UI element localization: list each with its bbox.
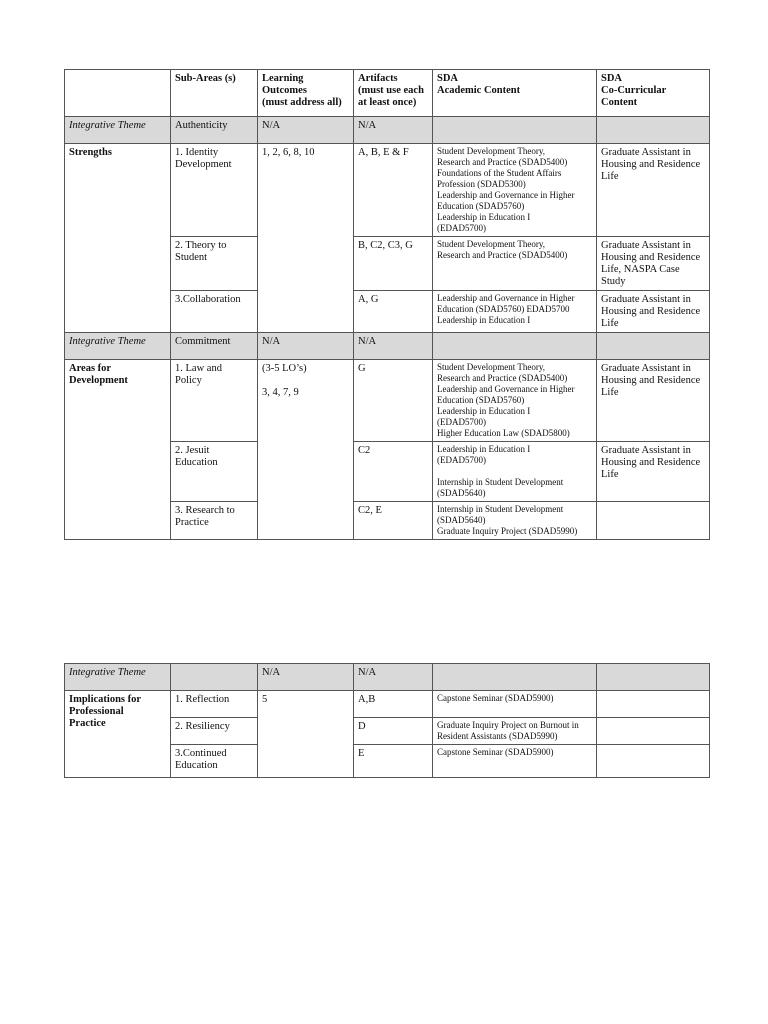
artifacts: A, B, E & F <box>354 144 433 237</box>
cell-line: Study <box>601 276 626 287</box>
cell-line: Education <box>175 760 218 771</box>
artifacts: E <box>354 745 433 778</box>
header-sub-areas: Sub-Areas (s) <box>171 70 258 117</box>
sub-area <box>171 745 258 778</box>
cell-line: Resident Assistants (SDAD5990) <box>437 731 558 741</box>
cell-line: Student Development Theory, <box>437 146 545 156</box>
cocurricular-content <box>597 144 710 237</box>
cell-line: Content <box>601 97 638 108</box>
cell-line: Education (SDAD5760) <box>437 395 525 405</box>
strengths-label: Strengths <box>65 144 171 333</box>
cell-line: Policy <box>175 375 202 386</box>
theme-row <box>65 664 710 691</box>
strengths-row-1 <box>65 144 710 237</box>
cell-line: Education (SDAD5760) EDAD5700 <box>437 304 570 314</box>
portfolio-table-1 <box>64 69 710 540</box>
cell-line: Graduate Assistant in <box>601 445 691 456</box>
artifacts: A, G <box>354 291 433 333</box>
cell-line: Graduate Assistant in <box>601 240 691 251</box>
cell-line: Research and Practice (SDAD5400) <box>437 250 568 260</box>
cell-line: Graduate Assistant in <box>601 147 691 158</box>
cell-line: Life <box>601 469 619 480</box>
artifacts: A,B <box>354 691 433 718</box>
cell-line: 3.Continued <box>175 748 227 759</box>
cell-line: Development <box>175 159 232 170</box>
cell-line: 1. Law and <box>175 363 222 374</box>
learning-outcomes: 5 <box>258 691 354 778</box>
cell-line: (EDAD5700) <box>437 223 486 233</box>
academic-content <box>433 745 597 778</box>
cocurricular-content <box>597 745 710 778</box>
theme-label: Integrative Theme <box>65 333 171 360</box>
cell-line: Student <box>175 252 208 263</box>
cell-line: Education <box>175 457 218 468</box>
cell-line: Practice <box>69 718 106 729</box>
cell-line: 2. Jesuit <box>175 445 210 456</box>
cell-line: Learning <box>262 73 304 84</box>
cell-line: Student Development Theory, <box>437 362 545 372</box>
theme-artifacts: N/A <box>354 664 433 691</box>
lo-range: (3-5 LO’s) <box>262 363 307 374</box>
sub-area <box>171 144 258 237</box>
cell-line: 1. Reflection <box>175 694 230 705</box>
cell-line: Artifacts <box>358 73 398 84</box>
header-empty <box>65 70 171 117</box>
sub-area <box>171 360 258 442</box>
cell-line: Outcomes <box>262 85 307 96</box>
cell-line: 1. Identity <box>175 147 219 158</box>
academic-content <box>433 442 597 502</box>
cell-line: (EDAD5700) <box>437 417 486 427</box>
cocurricular-content <box>597 442 710 502</box>
academic-content <box>433 237 597 291</box>
sub-area <box>171 442 258 502</box>
cell-line: Capstone Seminar (SDAD5900) <box>437 747 554 757</box>
artifacts: C2 <box>354 442 433 502</box>
header-row <box>65 70 710 117</box>
sub-area <box>171 691 258 718</box>
cell-line: Co-Curricular <box>601 85 667 96</box>
cell-line: Leadership and Governance in Higher <box>437 293 575 303</box>
cell-line: Research and Practice (SDAD5400) <box>437 373 568 383</box>
artifacts: B, C2, C3, G <box>354 237 433 291</box>
sub-area <box>171 718 258 745</box>
cell-line: (must address all) <box>262 97 342 108</box>
theme-cocurricular <box>597 117 710 144</box>
cell-line: at least once) <box>358 97 417 108</box>
cell-line: Housing and Residence <box>601 306 701 317</box>
cell-line: Student Development Theory, <box>437 239 545 249</box>
theme-artifacts: N/A <box>354 333 433 360</box>
development-row-1 <box>65 360 710 442</box>
cell-line: SDA <box>601 73 623 84</box>
development-label <box>65 360 171 540</box>
cell-line: Leadership in Education I <box>437 315 531 325</box>
implications-label <box>65 691 171 778</box>
header-artifacts <box>354 70 433 117</box>
cell-line: Housing and Residence <box>601 375 701 386</box>
theme-academic <box>433 117 597 144</box>
header-learning-outcomes <box>258 70 354 117</box>
theme-sub-area: Authenticity <box>171 117 258 144</box>
cell-line: Research and Practice (SDAD5400) <box>437 157 568 167</box>
theme-lo: N/A <box>258 333 354 360</box>
theme-row-commitment <box>65 333 710 360</box>
cell-line: 2. Theory to <box>175 240 227 251</box>
cell-line: Practice <box>175 517 209 528</box>
theme-lo: N/A <box>258 664 354 691</box>
academic-content <box>433 691 597 718</box>
cell-line: Leadership in Education I <box>437 406 531 416</box>
cell-line: Housing and Residence <box>601 457 701 468</box>
cell-line: Life <box>601 387 619 398</box>
cell-line: Life, NASPA Case <box>601 264 680 275</box>
cell-line: SDA <box>437 73 459 84</box>
theme-label: Integrative Theme <box>65 117 171 144</box>
academic-content <box>433 502 597 540</box>
cell-line: Graduate Assistant in <box>601 294 691 305</box>
artifacts: D <box>354 718 433 745</box>
cell-line: Academic Content <box>437 85 521 96</box>
cell-line: 2. Resiliency <box>175 721 230 732</box>
cell-line: Implications for <box>69 694 142 705</box>
academic-content-part-1 <box>437 444 592 466</box>
artifacts: G <box>354 360 433 442</box>
cell-line: Internship in Student Development <box>437 504 564 514</box>
theme-label: Integrative Theme <box>65 664 171 691</box>
cell-line: Education (SDAD5760) <box>437 201 525 211</box>
cell-line: Graduate Assistant in <box>601 363 691 374</box>
header-sda-academic <box>433 70 597 117</box>
cell-line: (EDAD5700) <box>437 455 486 465</box>
implications-row-1 <box>65 691 710 718</box>
cell-line: Leadership in Education I <box>437 212 531 222</box>
cocurricular-content <box>597 360 710 442</box>
cell-line: 3. Research to <box>175 505 235 516</box>
cell-line: (SDAD5640) <box>437 515 486 525</box>
theme-lo: N/A <box>258 117 354 144</box>
theme-row-authenticity <box>65 117 710 144</box>
theme-artifacts: N/A <box>354 117 433 144</box>
cell-line: (SDAD5640) <box>437 488 486 498</box>
learning-outcomes: 1, 2, 6, 8, 10 <box>258 144 354 333</box>
cell-line: Capstone Seminar (SDAD5900) <box>437 693 554 703</box>
cocurricular-content <box>597 691 710 718</box>
cell-line: Graduate Inquiry Project (SDAD5990) <box>437 526 578 536</box>
cocurricular-content <box>597 718 710 745</box>
cell-line: (must use each <box>358 85 424 96</box>
cell-line: Profession (SDAD5300) <box>437 179 526 189</box>
cell-line: Life <box>601 318 619 329</box>
cell-line: Higher Education Law (SDAD5800) <box>437 428 570 438</box>
academic-content <box>433 291 597 333</box>
sub-area <box>171 237 258 291</box>
academic-content <box>433 718 597 745</box>
artifacts: C2, E <box>354 502 433 540</box>
cell-line: Housing and Residence <box>601 159 701 170</box>
academic-content <box>433 360 597 442</box>
sub-area <box>171 291 258 333</box>
cell-line: Leadership and Governance in Higher <box>437 190 575 200</box>
theme-academic <box>433 664 597 691</box>
cell-line: Foundations of the Student Affairs <box>437 168 562 178</box>
portfolio-table-2 <box>64 663 710 778</box>
cell-line: Leadership and Governance in Higher <box>437 384 575 394</box>
theme-cocurricular <box>597 333 710 360</box>
sub-area <box>171 502 258 540</box>
theme-cocurricular <box>597 664 710 691</box>
lo-list: 3, 4, 7, 9 <box>262 387 299 398</box>
cell-line: Life <box>601 171 619 182</box>
cell-line: Areas for <box>69 363 112 374</box>
theme-sub-area: Commitment <box>171 333 258 360</box>
header-sda-cocurricular <box>597 70 710 117</box>
cocurricular-content <box>597 502 710 540</box>
cocurricular-content <box>597 237 710 291</box>
theme-academic <box>433 333 597 360</box>
learning-outcomes <box>258 360 354 540</box>
cocurricular-content <box>597 291 710 333</box>
cell-line: Graduate Inquiry Project on Burnout in <box>437 720 579 730</box>
academic-content-part-2 <box>437 477 592 499</box>
cell-line: Professional <box>69 706 124 717</box>
theme-sub-area <box>171 664 258 691</box>
cell-line: 3.Collaboration <box>175 294 241 305</box>
academic-content <box>433 144 597 237</box>
cell-line: Internship in Student Development <box>437 477 564 487</box>
cell-line: Development <box>69 375 128 386</box>
cell-line: Housing and Residence <box>601 252 701 263</box>
cell-line: Leadership in Education I <box>437 444 531 454</box>
